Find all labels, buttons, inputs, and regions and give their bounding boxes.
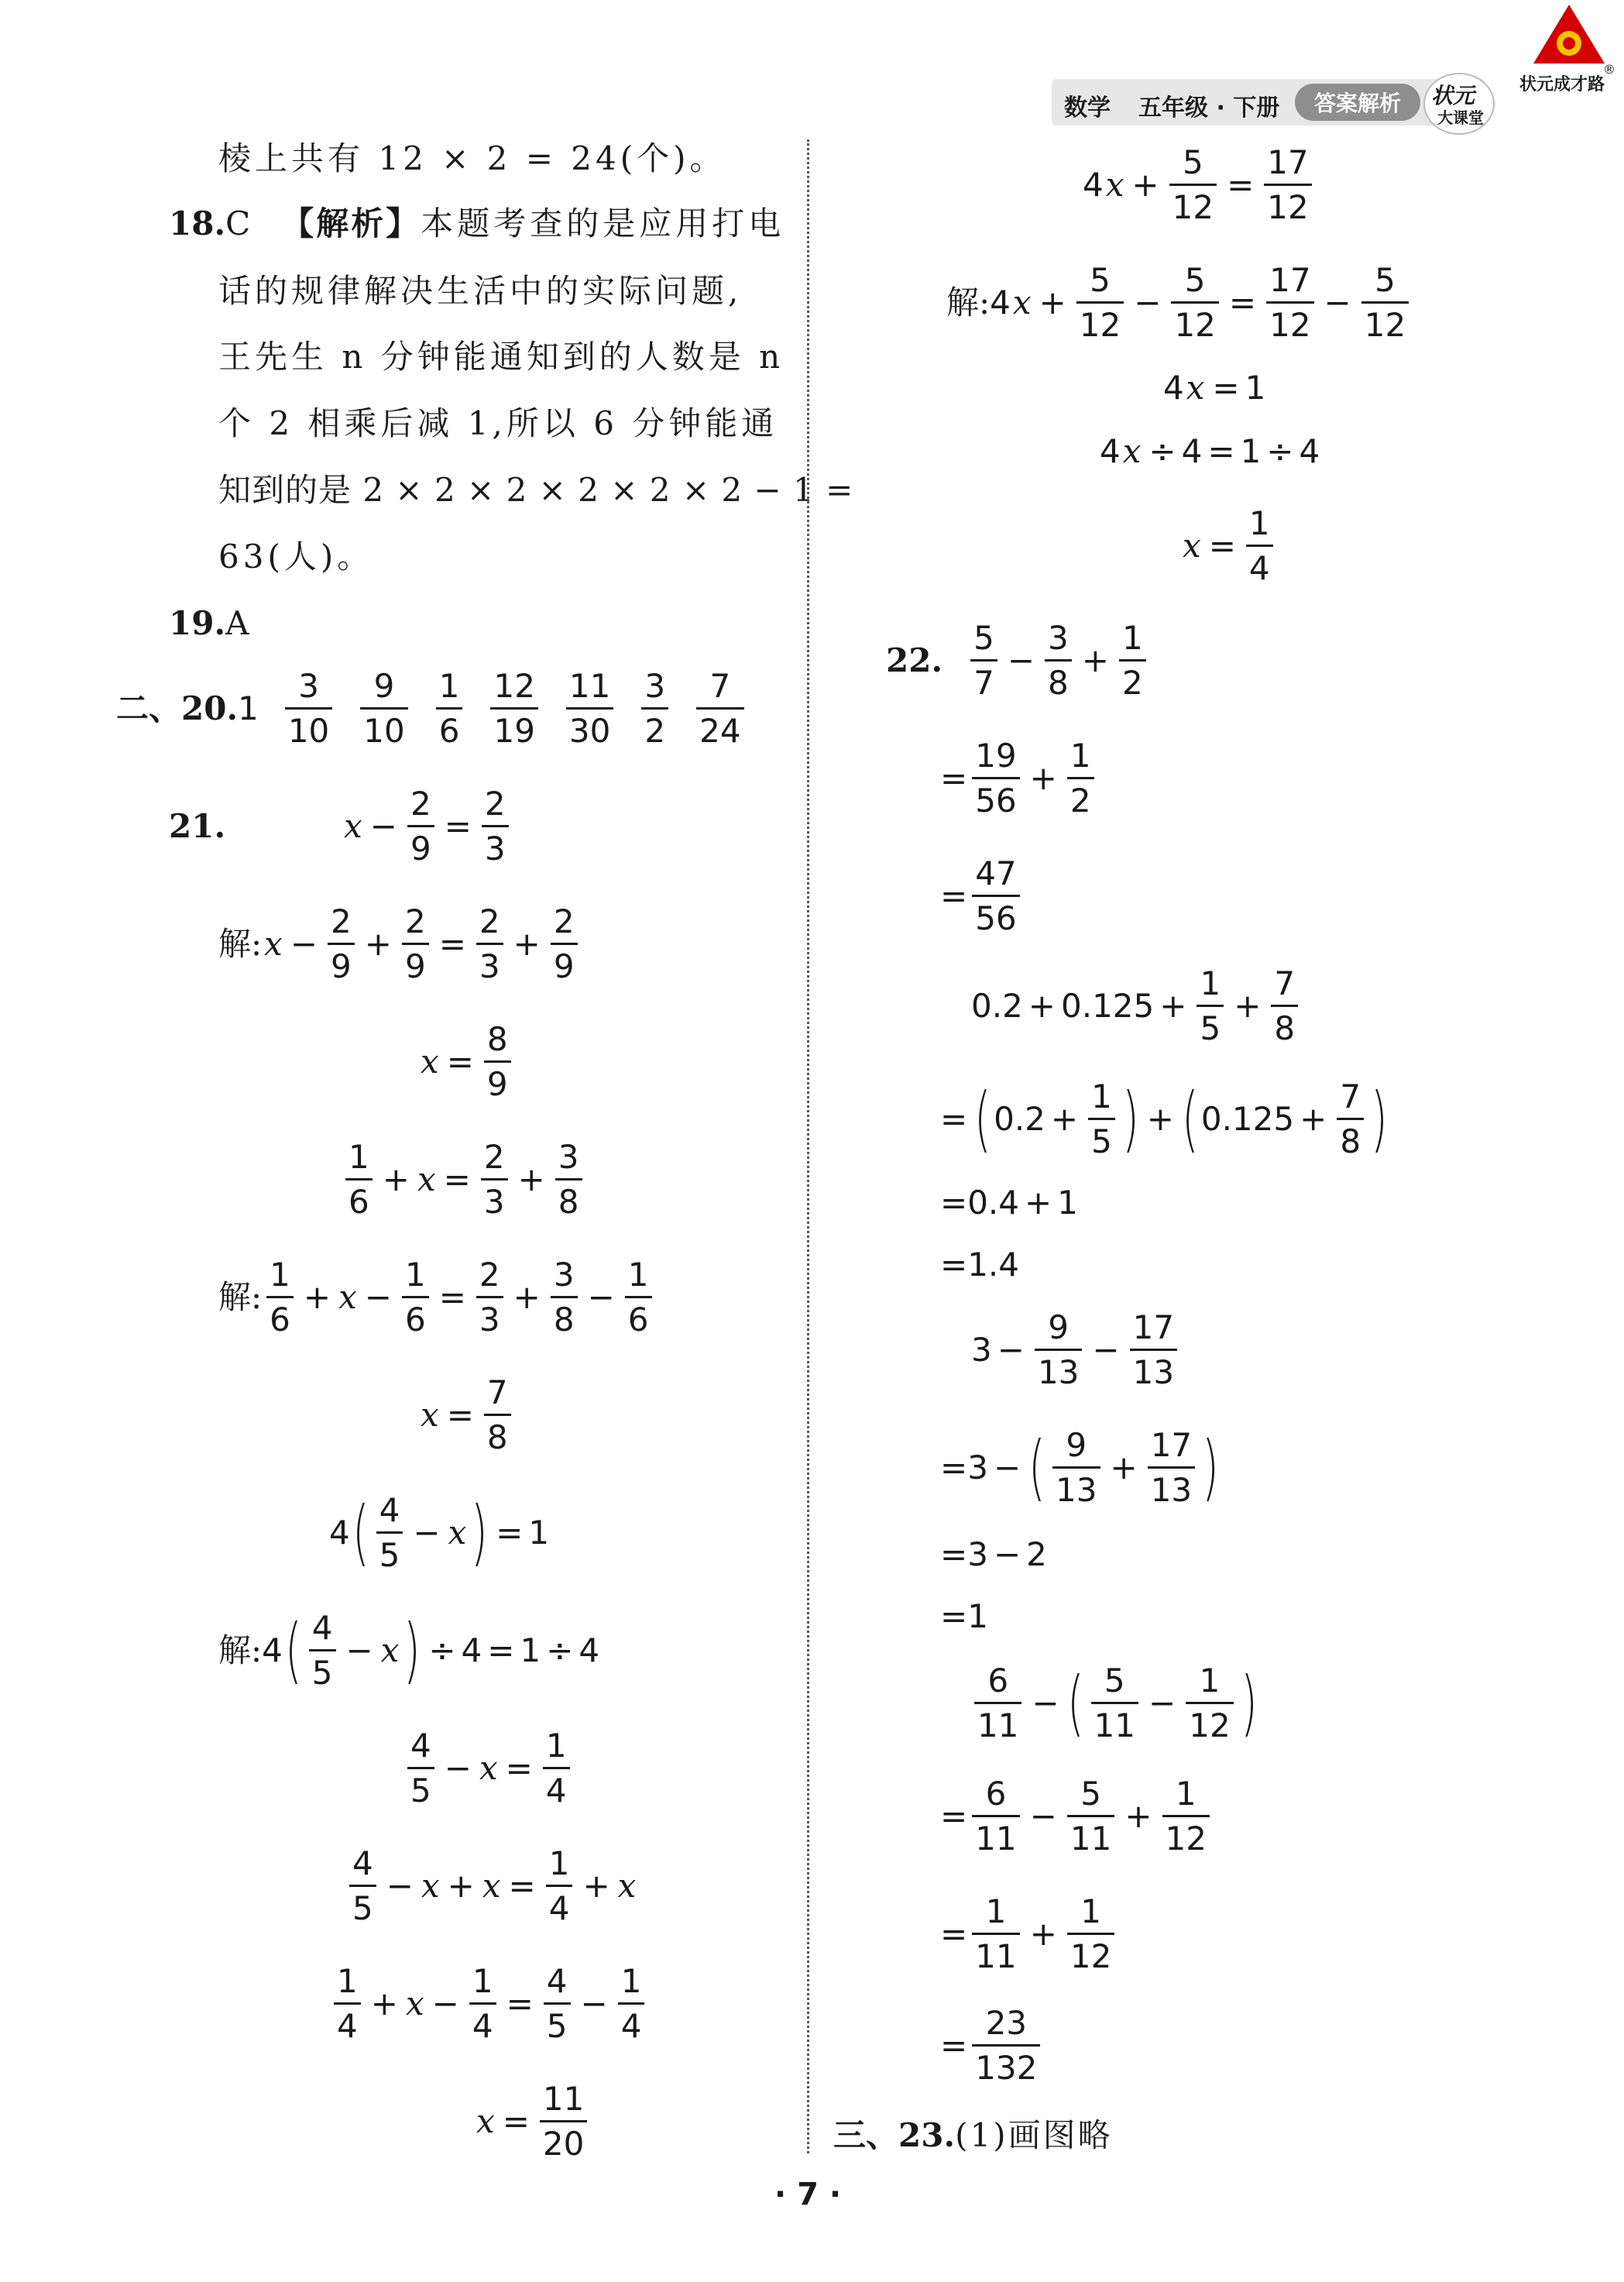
question-19	[169, 604, 249, 642]
q22-step-4b: = $\frac{1}{11}$ + $\frac{1}{12}$	[940, 1893, 1119, 1974]
q18-answer: C	[225, 204, 251, 242]
q22-step-4c: = $\frac{23}{132}$	[940, 2005, 1045, 2086]
q22-expr-3: 3 − $\frac{9}{13}$ − $\frac{17}{13}$	[971, 1309, 1182, 1390]
q18-line-5: 知到的是 2 × 2 × 2 × 2 × 2 × 2 − 1 =	[218, 471, 854, 509]
q18-number: 18.	[169, 204, 226, 242]
header-badge: 答案解析	[1295, 84, 1420, 121]
section-2-label: 二、	[116, 689, 182, 727]
q22-step-1b: = $\frac{47}{56}$	[940, 855, 1025, 937]
q21-number: 21.	[169, 806, 226, 845]
jie-label: 解:	[218, 924, 263, 963]
registered-mark: ®	[1603, 62, 1615, 77]
q21-res-3: x = $\frac{11}{20}$	[474, 2081, 592, 2162]
question-18	[169, 204, 785, 242]
header-grade: 五年级 · 下册	[1138, 95, 1280, 122]
brand-sub-text: 大课堂	[1437, 108, 1484, 127]
q22-number: 22.	[886, 641, 943, 679]
q21-eq-2: 1 6 + x = $\frac{2}{3}$ + $\frac{3}{8}$	[341, 1139, 587, 1220]
q21-eq-1: 21. x − $\frac{2}{9}$ = $\frac{2}{3}$	[169, 785, 513, 867]
q20-first: 1	[238, 689, 259, 727]
question-23	[833, 2116, 1113, 2154]
q22-step-3a: = 3 − ( 9 13 + $\frac{17}{13}$ )	[940, 1425, 1219, 1510]
page-number: · 7 ·	[774, 2177, 842, 2212]
q23-text: (1)画图略	[955, 2116, 1113, 2154]
logo-text: 状元成才路	[1519, 75, 1605, 95]
q20-frac-1: 3 10	[285, 668, 332, 749]
q22-expr-2: 0.2 + 0.125 + $\frac{1}{5}$ + $\frac{7}{8}$	[971, 965, 1303, 1046]
q20-frac-3: 1 6	[436, 668, 463, 749]
q22-step-3b: = 3 − 2	[940, 1535, 1047, 1573]
q22-step-4a: = $\frac{6}{11}$ − $\frac{5}{11}$ + $\frac{1}{12}$	[940, 1775, 1214, 1857]
left-line-1: 棱上共有 12 × 2 = 24(个)。	[218, 139, 726, 177]
q21-res-1: x = $\frac{8}{9}$	[418, 1021, 516, 1102]
q19-answer: A	[225, 604, 249, 642]
q19-number: 19.	[169, 604, 226, 642]
q18-line-4: 个 2 相乘后减 1,所以 6 分钟能通	[218, 404, 778, 442]
q18-line-2: 话的规律解决生活中的实际问题,	[218, 272, 743, 310]
q20-number: 20.	[181, 689, 239, 727]
q20-frac-7: 7 24	[696, 668, 743, 749]
q20-frac-5: 11 30	[566, 668, 613, 749]
q21-step-3a: 4 5 − x = $\frac{1}{4}$	[403, 1727, 575, 1809]
q21-res-2: x = $\frac{7}{8}$	[418, 1374, 516, 1455]
header-subject: 数学	[1064, 95, 1111, 122]
q22-expr-1: 22. 5 7 − $\frac{3}{8}$ + $\frac{1}{2}$	[886, 620, 1151, 701]
q21-res-4: x = $\frac{1}{4}$	[1180, 505, 1278, 586]
q21-step-3b: 4 5 − x + x = $\frac{1}{4}$ + x	[345, 1845, 638, 1926]
question-20	[116, 668, 749, 749]
q21-sol-1: 解: x − $\frac{2}{9}$ + $\frac{2}{9}$ = $\frac{2}{3}$ + $\frac{2}{9}$	[218, 903, 582, 985]
section-3-label: 三、	[833, 2116, 899, 2154]
q18-line-6: 63(人)。	[218, 538, 374, 576]
q21-sol-4: 解: 4 x + $\frac{5}{12}$ − $\frac{5}{12}$ = $\frac{17}{12}$ − $\frac{5}{12}$	[946, 262, 1413, 343]
q23-number: 23.	[898, 2116, 956, 2154]
jie-label: 解:	[218, 1277, 263, 1316]
q21-step-4b: 4 x ÷ 4 = 1 ÷ 4	[1100, 432, 1320, 470]
jie-label: 解:	[218, 1631, 263, 1669]
q21-eq-4: 4 x + $\frac{5}{12}$ = $\frac{17}{12}$	[1083, 144, 1317, 225]
q18-tag: 【解析】	[281, 204, 421, 242]
q22-step-2b: = 0.4 + 1	[940, 1184, 1078, 1222]
q20-frac-2: 9 10	[360, 668, 407, 749]
jie-label: 解:	[946, 283, 991, 321]
q21-eq-3: 4 ( 4 5 − x ) = 1	[329, 1490, 550, 1575]
q22-expr-4: 6 11 − ( 5 11 − $\frac{1}{12}$ )	[970, 1662, 1260, 1744]
q21-step-3c: 1 4 + x − $\frac{1}{4}$ = $\frac{4}{5}$ − $\frac{1}{4}$	[329, 1963, 649, 2044]
q22-step-2c: = 1.4	[940, 1246, 1019, 1284]
q22-step-3c: = 1	[940, 1597, 988, 1635]
q21-sol-2: 解: 1 6 + x − $\frac{1}{6}$ = $\frac{2}{3}$ + $\frac{3}{8}$ − $\frac{1}{6}$	[218, 1256, 657, 1338]
brand-logo-icon	[1530, 3, 1608, 65]
column-divider	[807, 139, 809, 2153]
q20-frac-4: 12 19	[490, 668, 537, 749]
q18-line-3: 王先生 n 分钟能通知到的人数是 n	[218, 338, 785, 376]
q21-step-4a: 4 x = 1	[1163, 369, 1266, 407]
q21-sol-3: 解: 4 ( 4 5 − x ) ÷ 4 = 1 ÷ 4	[218, 1608, 600, 1693]
brand-small-text: 状元	[1431, 83, 1475, 108]
q18-line-1: 本题考查的是应用打电	[421, 204, 785, 242]
q22-step-1a: = $\frac{19}{56}$ + $\frac{1}{2}$	[940, 737, 1099, 819]
q20-frac-6: 3 2	[641, 668, 668, 749]
q22-step-2a: = ( 0.2 + $\frac{1}{5}$ ) + ( 0.125 + $\frac{7}{8}$ )	[940, 1077, 1388, 1161]
